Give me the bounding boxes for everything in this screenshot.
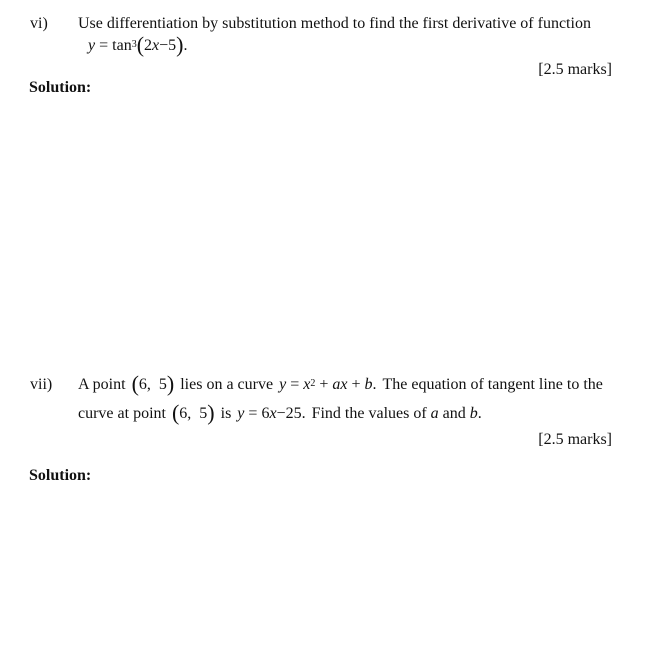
q7-var-a: a xyxy=(430,405,439,422)
q7-period: . xyxy=(477,405,482,422)
question-6-text: Use differentiation by substitution method to find the first derivative of function xyxy=(78,15,591,32)
q7-point2-open: ( xyxy=(171,400,180,425)
curve-plus-1: + xyxy=(315,376,333,393)
curve-b: b xyxy=(364,376,373,393)
q7-text-a: A point xyxy=(78,376,126,393)
curve-plus-2: + xyxy=(347,376,365,393)
q7-text-b: lies on a curve xyxy=(180,376,274,393)
question-7-line-2 xyxy=(78,400,482,425)
eq-coef: 2 xyxy=(144,37,153,54)
tangent-coef: 6 xyxy=(261,405,270,422)
curve-a: a xyxy=(332,376,341,393)
q7-text-find: Find the values of xyxy=(311,405,427,422)
eq-equals: = xyxy=(95,37,113,54)
question-7-marks: [2.5 marks] xyxy=(538,431,612,448)
q7-point2-value: 6, 5 xyxy=(179,405,208,422)
q7-text-c: The equation of tangent line to the xyxy=(382,376,603,393)
curve-y: y xyxy=(279,376,287,393)
q7-text-and: and xyxy=(442,405,466,422)
eq-y: y xyxy=(88,37,96,54)
question-7-solution-label: Solution: xyxy=(29,467,92,484)
q7-point2-close: ) xyxy=(207,400,215,425)
eq-close: ) xyxy=(176,32,184,57)
question-6-marks: [2.5 marks] xyxy=(538,61,612,78)
q7-point-close: ) xyxy=(166,371,175,396)
tangent-rest: −25. xyxy=(276,405,306,422)
tangent-eq: = xyxy=(244,405,262,422)
question-7-line-1 xyxy=(78,371,603,396)
q7-point-value: 6, 5 xyxy=(138,376,167,393)
question-number-7: vii) xyxy=(30,376,53,393)
eq-rest: −5 xyxy=(159,37,177,54)
q7-var-b: b xyxy=(469,405,478,422)
q7-text-curve-at-point: curve at point xyxy=(78,405,166,422)
tangent-x: x xyxy=(269,405,277,422)
eq-end: . xyxy=(183,37,188,54)
curve-x: x xyxy=(303,376,311,393)
question-6-equation xyxy=(88,32,188,57)
eq-x: x xyxy=(152,37,160,54)
question-6-solution-label: Solution: xyxy=(29,79,92,96)
curve-power: 2 xyxy=(310,378,316,389)
q7-text-is: is xyxy=(220,405,232,422)
question-number-6: vi) xyxy=(30,15,48,32)
eq-open: ( xyxy=(136,32,145,57)
curve-eq: = xyxy=(286,376,304,393)
curve-end: . xyxy=(372,376,377,393)
eq-power: 3 xyxy=(131,39,137,50)
eq-tan: tan xyxy=(112,37,132,54)
tangent-y: y xyxy=(237,405,245,422)
curve-x2: x xyxy=(340,376,348,393)
q7-point-open: ( xyxy=(131,371,139,396)
